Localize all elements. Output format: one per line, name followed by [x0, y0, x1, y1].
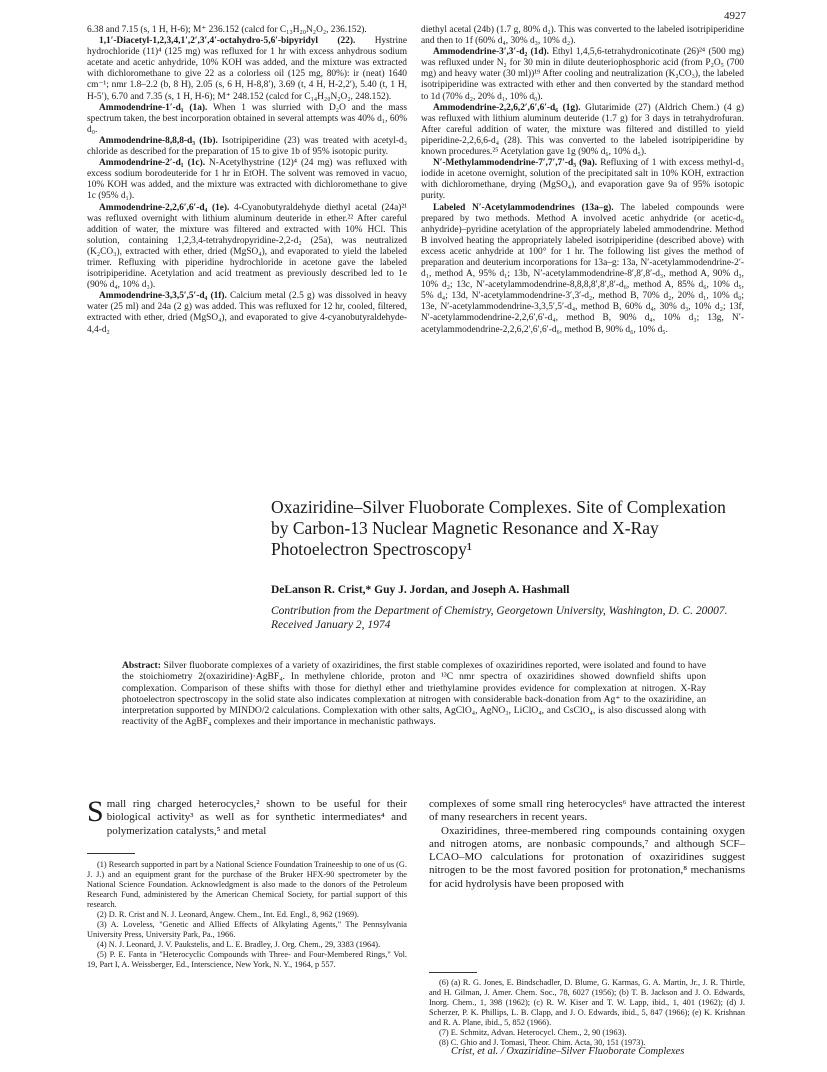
footnote: (5) P. E. Fanta in "Heterocyclic Compounds with Three- and Four-Membered Rings," Vol. 19, Part I, A. Weissberger, Ed., Interscience, New York, N. Y., 1964, p 557.: [87, 950, 407, 969]
drop-cap: S: [87, 795, 104, 828]
running-footer: Crist, et al. / Oxaziridine–Silver Fluoborate Complexes: [451, 1046, 685, 1057]
paragraph-text: Hystrine hydrochloride (11)⁴ (125 mg) was refluxed for 1 hr with excess anhydrous sodium acetate and acetic anhydride, 10% KOH was added, and the mixture was extracted with dichloromethane to give 22 as a colorless oil (125 mg, 80%): ir (neat) 1640 cm⁻¹; nmr 1.8–2.2 (b, 8 H), 2.05 (s, 6 H, H-8,8′), 3.69 (t, 4 H, H-2,2′), 5.40 (t, 1 H, H-5′), 6.70 and 7.35 (s, 1 H, H-6); M⁺ 248.152 (calcd for C₁₄H₂₀N₂O₂, 248.152).: [87, 36, 407, 102]
compound-heading: Ammodendrine-1′-d₁ (1a).: [99, 102, 208, 113]
experimental-paragraph: [87, 136, 407, 158]
article-authors: DeLanson R. Crist,* Guy J. Jordan, and Joseph A. Hashmall: [271, 584, 570, 596]
compound-heading: Labeled N′-Acetylammodendrines (13a–g).: [433, 202, 614, 213]
footnote: (1) Research supported in part by a National Science Foundation Traineeship to one of us (G. J. J.) and an equipment grant for the purchase of the Bruker HFX-90 spectrometer by the National Science Foundation. Acknowledgment is also made to the donors of the Petroleum Research Fund, administered by the American Chemical Society, for partial support of this research.: [87, 860, 407, 909]
body-right-paragraph: complexes of some small ring heterocycles⁶ have attracted the interest of many researchers in recent years.: [429, 798, 745, 824]
page-number: 4927: [724, 10, 746, 22]
experimental-paragraph: [87, 103, 407, 136]
paragraph-text: diethyl acetal (24b) (1.7 g, 80% d₂). This was converted to the labeled isotripiperidine and then to 1f (60% d₄, 30% d₃, 10% d₂).: [421, 25, 744, 47]
footnote: (8) C. Ghio and J. Tomasi, Theor. Chim. Acta, 30, 151 (1973).: [439, 1038, 646, 1047]
footnote: (3) A. Loveless, "Genetic and Allied Effects of Alkylating Agents," The Pennsylvania University Press, University Park, Pa., 1966.: [87, 920, 407, 939]
experimental-paragraph: [421, 203, 744, 336]
paragraph-text: Ethyl 1,4,5,6-tetrahydronicotinate (26)²⁴ (500 mg) was refluxed under N₂ for 30 min in dilute deuteriophosphoric acid (from P₂O₅ (700 mg) and heavy water (30 ml))¹⁹ After cooling and neutralization (K₂CO₃), the labeled isotripiperidine was extracted with ether and then converted by the standard method to 1d (70% d₂, 20% d₁, 10% d₀).: [421, 47, 744, 102]
paragraph-text: Glutarimide (27) (Aldrich Chem.) (4 g) was refluxed with lithium aluminum deuteride (1.7 g) for 3 days in tetrahydrofuran. After careful addition of water, the mixture was filtered and distilled to yield piperidine-2,2,6,6-d₄ (28). This was converted to the labeled isotripiperidine by known procedures.²⁵ Acetylation gave 1g (90% d₆, 10% d₅).: [421, 102, 744, 158]
experimental-paragraph: [421, 103, 744, 158]
paragraph-text: Calcium metal (2.5 g) was dissolved in heavy water (25 ml) and 24a (2 g) was added. This was refluxed for 12 hr, cooled, filtered, extracted with ether, dried (MgSO₄), and evaporated to give 4-cyanobutyraldehyde-4,4-d₂: [87, 291, 407, 335]
abstract-text: Silver fluoborate complexes of a variety of oxaziridines, the first stable complexes of oxaziridines reported, were isolated and found to have the stoichiometry 2(oxaziridine)·AgBF₄. In methylene chloride, proton and ¹³C nmr spectra of oxaziridines showed downfield shifts upon complexation. Comparison of these shifts with those for diethyl ether and triethylamine provides evidence for complexation at nitrogen. X-Ray photoelectron spectroscopy in the solid state also indicates complexation at nitrogen with considerable back-donation from Ag⁺ to the oxaziridine, an interpretation supported by MINDO/2 calculations. Complexation with other salts, AgClO₄, AgNO₃, LiClO₄, and CsClO₄, is also discussed along with reactivity of the AgBF₄ complexes and their importance in mechanistic pathways.: [122, 660, 706, 728]
footnote-rule: [87, 853, 135, 854]
footnote: (6) (a) R. G. Jones, E. Bindschadler, D. Blume, G. Karmas, G. A. Martin, Jr., J. R. Thirtle, and H. Gilman, J. Amer. Chem. Soc., 78, 6027 (1956); (b) T. B. Jackson and J. O. Edwards, Inorg. Chem., 1, 398 (1962); (c) R. W. Kiser and T. W. Lapp, ibid., 1, 401 (1962); (d) J. Scherzer, P. K. Phillips, L. B. Clapp, and J. O. Edwards, ibid., 5, 847 (1966); (e) K. Krishnan and R. A. Plane, ibid., 5, 852 (1966).: [429, 978, 745, 1027]
footnote: (7) E. Schmitz, Advan. Heterocycl. Chem., 2, 90 (1963).: [439, 1028, 627, 1037]
experimental-paragraph: [421, 25, 744, 47]
experimental-right-column: [421, 25, 744, 336]
compound-heading: Ammodendrine-8,8,8-d₃ (1b).: [99, 135, 218, 146]
abstract-label: Abstract:: [122, 660, 161, 671]
paragraph-text: When 1 was slurried with D₂O and the mass spectrum taken, the best incorporation obtained in several attempts was 40% d₁, 60% d₀.: [87, 102, 407, 135]
experimental-left-column: [87, 25, 407, 336]
body-right-paragraph: Oxaziridines, three-membered ring compounds containing oxygen and nitrogen atoms, are nonbasic compounds,⁷ and although SCF–LCAO–MO calculations for protonation of oxaziridines suggest nitrogen to be the most favored position for protonation,⁸ mechanisms for acid hydrolysis have been proposed with: [429, 824, 745, 890]
paragraph-text: Refluxing of 1 with excess methyl-d₃ iodide in acetone overnight, solution of the precipitated salt in 10% KOH, extraction with dichloromethane, drying (MgSO₄), and evaporation gave 9a of 95% isotopic purity.: [421, 158, 744, 202]
experimental-paragraph: [87, 36, 407, 103]
body-text-right: [429, 798, 745, 891]
paragraph-text: The labeled compounds were prepared by two methods. Method A involved acetic anhydride (or acetic-d₆ anhydride)–pyridine acetylation of the appropriately labeled ammodendrine. Method B involved heating the appropriately labeled isotripiperidine (described above) with excess acetic anhydride at 100° for 1 hr. The following list gives the method of preparation and deuterium incorporations for 13a–g: 13a, N′-acetylammodendrine-2′-d₁, method A, 95% d₁; 13b, N′-acetylammodendrine-8′,8′,8′-d₃, method A, 90% d₃, 10% d₂; 13c, N′-acetylammodendrine-8,8,8,8′,8′,8′-d₆, method A, 85% d₆, 10% d₅, 5% d₄; 13d, N′-acetylammodendrine-3′,3′-d₂, method B, 70% d₂, 20% d₁, 10% d₀; 13e, N′-acetylammodendrine-3,3,5′,5′-d₄, method B, 60% d₄, 30% d₃, 10% d₂; 13f, N′-acetylammodendrine-2,2,6′,6′-d₄, method B, 90% d₄, 10% d₃; 13g, N′-acetylammodendrine-2,2,6,2′,6′,6′-d₆, method B, 90% d₆, 10% d₅.: [421, 202, 744, 335]
compound-heading: 1,1′-Diacetyl-1,2,3,4,1′,2′,3′,4′-octahydro-5,6′-bipyridyl (22).: [99, 36, 356, 47]
compound-heading: Ammodendrine-3′,3′-d₂ (1d).: [433, 47, 550, 58]
experimental-paragraph: [87, 158, 407, 202]
compound-heading: N′-Methylammodendrine-7′,7′,7′-d₃ (9a).: [433, 158, 598, 169]
experimental-paragraph: [421, 158, 744, 202]
body-text-left: [87, 795, 407, 838]
footnote: (2) D. R. Crist and N. J. Leonard, Angew. Chem., Int. Ed. Engl., 8, 962 (1969).: [97, 910, 359, 919]
article-title: Oxaziridine–Silver Fluoborate Complexes. Site of Complexation by Carbon-13 Nuclear Magnetic Resonance and X-Ray Photoelectron Spectroscopy¹: [271, 497, 726, 559]
footnotes-left: [87, 860, 407, 970]
compound-heading: Ammodendrine-3,3,5′,5′-d₄ (1f).: [99, 291, 227, 302]
paragraph-text: 4-Cyanobutyraldehyde diethyl acetal (24a)²¹ was refluxed overnight with lithium aluminum deuteride in ether.²² After careful addition of water, the mixture was filtered and extracted with 10% HCl. This solution, containing 1,2,3,4-tetrahydropyridine-2,2-d₂ (25a), was neutralized (K₂CO₃), extracted with ether, dried (MgSO₄), and evaporated to yield the labeled trimer. Refluxing with piperidine hydrochloride in acetone gave the labeled isotripiperidine. Acetylation and acid treatment as previously described led to 1e (90% d₄, 10% d₃).: [87, 202, 407, 291]
abstract: [122, 660, 706, 728]
experimental-paragraph: [87, 203, 407, 292]
compound-heading: Ammodendrine-2,2,6,2′,6′,6′-d₆ (1g).: [433, 102, 581, 113]
compound-heading: Ammodendrine-2,2,6′,6′-d₄ (1e).: [99, 202, 230, 213]
footnote-rule: [429, 972, 477, 973]
paragraph-text: Isotripiperidine (23) was treated with acetyl-d₃ chloride as described for the preparation of 15 to give 1b of 95% isotopic purity.: [87, 135, 408, 158]
experimental-paragraph: [87, 25, 407, 36]
compound-heading: Ammodendrine-2′-d₁ (1c).: [99, 158, 206, 169]
experimental-paragraph: [87, 291, 407, 335]
paragraph-text: 6.38 and 7.15 (s, 1 H, H-6); M⁺ 236.152 (calcd for C₁₃H₂₀N₂O₂, 236.152).: [87, 25, 367, 35]
body-left-paragraph: mall ring charged heterocycles,² shown to be useful for their biological activity³ as well as for synthetic intermediates⁴ and polymerization catalysts,⁵ and metal: [106, 798, 407, 837]
article-affiliation: Contribution from the Department of Chemistry, Georgetown University, Washington, D. C. 20007. Received January 2, 1974: [271, 605, 728, 631]
footnotes-right: [429, 978, 745, 1048]
paragraph-text: N-Acetylhystrine (12)⁴ (24 mg) was refluxed with excess sodium borodeuteride for 1 hr in EtOH. The solvent was removed in vacuo, 10% KOH was added, and the mixture was extracted with dichloromethane to give 1c (95% d₁).: [87, 158, 407, 202]
footnote: (4) N. J. Leonard, J. V. Paukstelis, and L. E. Bradley, J. Org. Chem., 29, 3383 (1964).: [97, 940, 381, 949]
experimental-paragraph: [421, 47, 744, 102]
